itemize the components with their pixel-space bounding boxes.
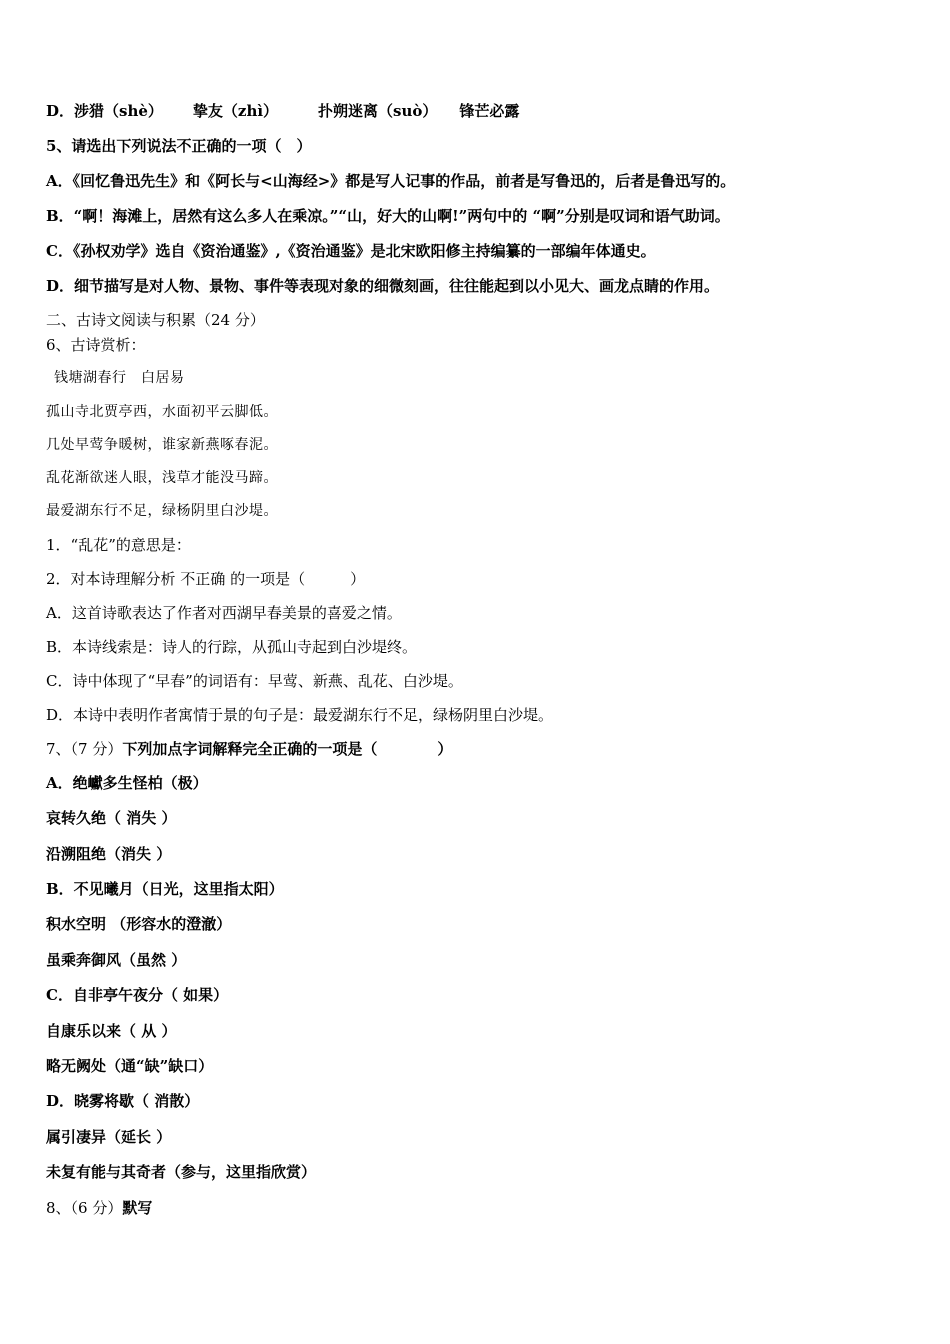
q4-item-2: 挚友（zhì） <box>192 102 279 120</box>
q6-stem: 6、古诗赏析： <box>46 336 146 354</box>
q4-option-d <box>46 101 519 121</box>
section-heading: 二、古诗文阅读与积累（24 分） <box>46 311 265 329</box>
q7-line-5: 积水空明 （形容水的澄澈） <box>46 915 232 933</box>
q7-line-12: 未复有能与其奇者（参与，这里指欣赏） <box>46 1163 317 1181</box>
q4-item-1: 涉猎（shè） <box>74 102 163 120</box>
q6-option-a: A．这首诗歌表达了作者对西湖早春美景的喜爱之情。 <box>46 604 402 622</box>
q5-option-d: D．细节描写是对人物、景物、事件等表现对象的细微刻画，往往能起到以小见大、画龙点睛的作用。 <box>46 277 720 295</box>
q7-stem-prefix: 7、（7 分） <box>46 740 123 758</box>
q7-line-2: 哀转久绝（ 消失 ） <box>46 809 177 827</box>
q8-stem <box>46 1198 152 1218</box>
q6-option-d: D．本诗中表明作者寓情于景的句子是：最爱湖东行不足，绿杨阴里白沙堤。 <box>46 706 554 724</box>
q7-stem <box>46 739 452 759</box>
q4-item-3: 扑朔迷离（suò） <box>318 102 438 120</box>
q7-stem-main: 下列加点字词解释完全正确的一项是（ ） <box>122 740 453 758</box>
q7-line-6: 虽乘奔御风（虽然 ） <box>46 951 187 969</box>
q5-option-b: B．“啊！海滩上，居然有这么多人在乘凉。”“山，好大的山啊!”两句中的 “啊”分别是叹词和语气助词。 <box>46 207 730 225</box>
poem-line-3: 乱花渐欲迷人眼，浅草才能没马蹄。 <box>46 470 278 486</box>
q7-line-9: 略无阙处（通“缺”缺口） <box>46 1057 214 1075</box>
q7-line-8: 自康乐以来（ 从 ） <box>46 1022 177 1040</box>
poem-title: 钱塘湖春行 白居易 <box>54 370 185 386</box>
poem-line-1: 孤山寺北贾亭西，水面初平云脚低。 <box>46 404 278 420</box>
q6-option-b: B．本诗线索是：诗人的行踪，从孤山寺起到白沙堤终。 <box>46 638 418 656</box>
q7-line-7: C．自非亭午夜分（ 如果） <box>46 986 229 1004</box>
q6-sub-1: 1．“乱花”的意思是： <box>46 536 191 554</box>
q6-option-c: C．诗中体现了“早春”的词语有：早莺、新燕、乱花、白沙堤。 <box>46 672 463 690</box>
poem-line-4: 最爱湖东行不足，绿杨阴里白沙堤。 <box>46 503 278 519</box>
q8-stem-main: 默写 <box>122 1199 153 1217</box>
q5-option-c: C．《孙权劝学》选自《资治通鉴》,《资治通鉴》是北宋欧阳修主持编纂的一部编年体通史。 <box>46 242 656 260</box>
q8-stem-prefix: 8、（6 分） <box>46 1199 123 1217</box>
q7-line-1: A．绝巘多生怪柏（极） <box>46 774 208 792</box>
q7-line-4: B．不见曦月（日光，这里指太阳） <box>46 880 284 898</box>
q7-line-3: 沿溯阻绝（消失 ） <box>46 845 172 863</box>
q5-stem: 5、请选出下列说法不正确的一项（ ） <box>46 137 312 155</box>
q4-option-d-label: D． <box>46 102 75 120</box>
poem-line-2: 几处早莺争暖树，谁家新燕啄春泥。 <box>46 437 278 453</box>
q7-line-10: D．晓雾将歇（ 消散） <box>46 1092 200 1110</box>
q4-item-4: 锋芒必露 <box>459 102 520 120</box>
q6-sub-2: 2．对本诗理解分析 不正确 的一项是（ ） <box>46 570 366 588</box>
q5-option-a: A．《回忆鲁迅先生》和《阿长与<山海经>》都是写人记事的作品，前者是写鲁迅的，后者是鲁迅写的。 <box>46 172 736 190</box>
q7-line-11: 属引凄异（延长 ） <box>46 1128 172 1146</box>
